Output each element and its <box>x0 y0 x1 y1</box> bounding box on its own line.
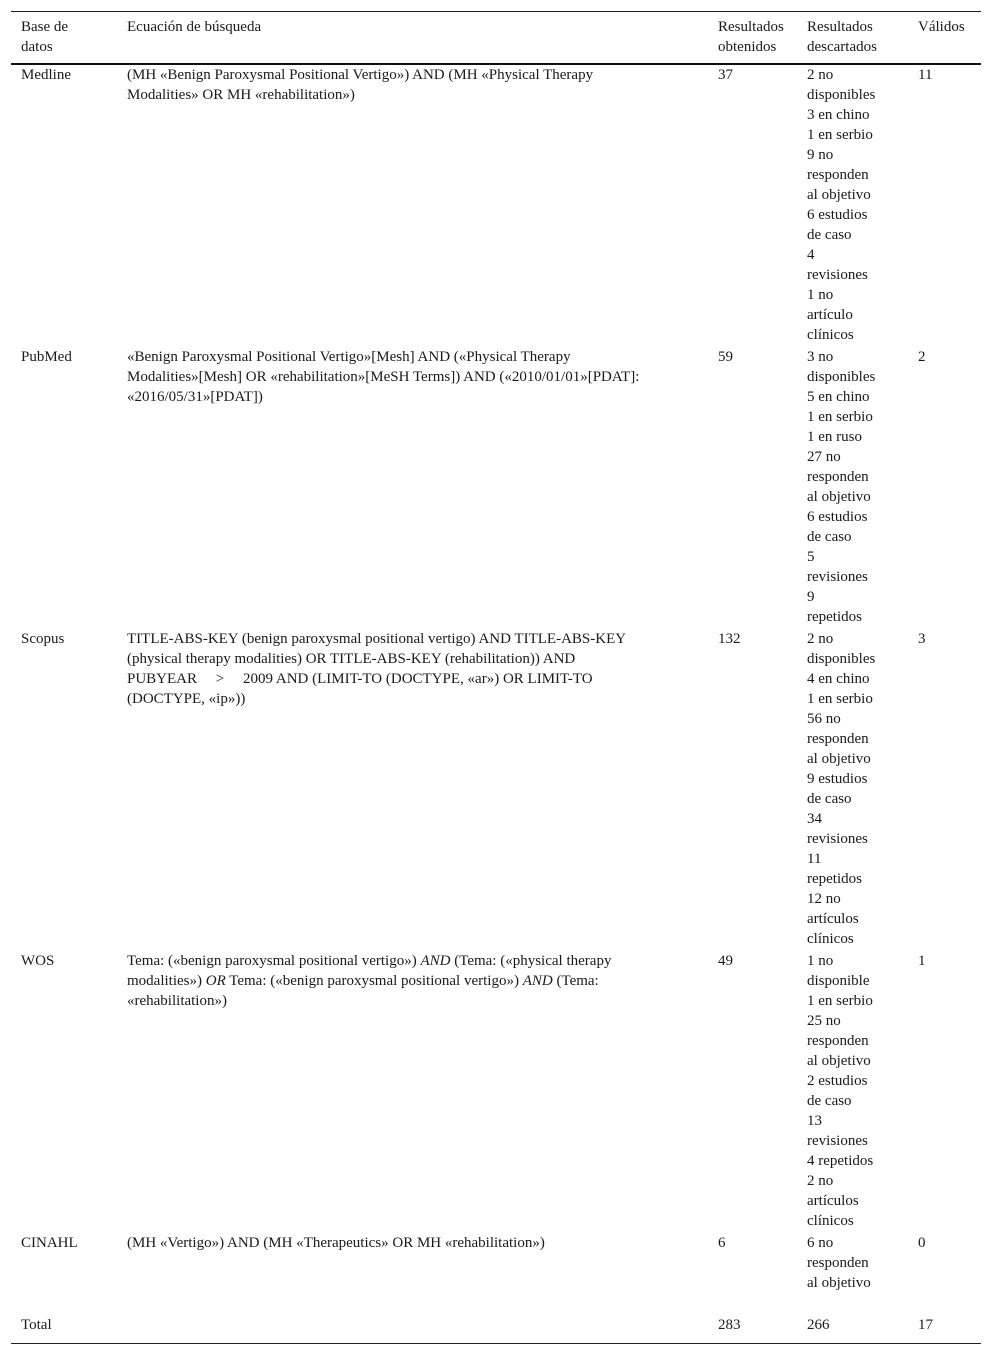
header-discarded-line: Resultados <box>807 19 873 35</box>
row-scopus-db: Scopus <box>21 631 65 647</box>
discarded-line: 11 <box>807 851 822 867</box>
header-equation: Ecuación de búsqueda <box>127 19 262 35</box>
header-valid: Válidos <box>918 19 965 35</box>
equation-text: modalities») <box>127 973 206 989</box>
header-database-line: Base de <box>21 19 69 35</box>
total-obtained: 283 <box>718 1317 741 1333</box>
header-obtained-line: obtenidos <box>718 39 777 55</box>
discarded-line: disponibles <box>807 87 876 103</box>
row-cinahl-obtained: 6 <box>718 1235 726 1251</box>
discarded-line: 2 no <box>807 1173 834 1189</box>
operator-and: AND <box>420 953 451 969</box>
row-pubmed-db: PubMed <box>21 349 72 365</box>
discarded-line: al objetivo <box>807 489 871 505</box>
row-scopus-valid: 3 <box>918 631 926 647</box>
discarded-line: revisiones <box>807 1133 868 1149</box>
row-pubmed-valid: 2 <box>918 349 926 365</box>
discarded-line: al objetivo <box>807 1053 871 1069</box>
discarded-line: responden <box>807 1033 869 1049</box>
discarded-line: 3 no <box>807 349 834 365</box>
total-valid: 17 <box>918 1317 933 1333</box>
discarded-line: 9 no <box>807 147 834 163</box>
discarded-line: clínicos <box>807 1213 854 1229</box>
discarded-line: artículos <box>807 911 859 927</box>
discarded-line: 27 no <box>807 449 841 465</box>
row-wos-obtained: 49 <box>718 953 733 969</box>
discarded-line: 4 repetidos <box>807 1153 874 1169</box>
header-obtained <box>718 17 802 57</box>
equation-line: (DOCTYPE, «ip»)) <box>127 691 246 707</box>
header-database <box>21 17 121 57</box>
discarded-line: clínicos <box>807 931 854 947</box>
discarded-line: de caso <box>807 791 852 807</box>
discarded-line: 13 <box>807 1113 822 1129</box>
discarded-line: revisiones <box>807 831 868 847</box>
row-pubmed-obtained: 59 <box>718 349 733 365</box>
discarded-line: repetidos <box>807 871 862 887</box>
row-medline-equation <box>127 65 697 105</box>
discarded-line: responden <box>807 167 869 183</box>
total-discarded: 266 <box>807 1317 830 1333</box>
discarded-line: 6 no <box>807 1235 834 1251</box>
header-discarded <box>807 17 897 57</box>
row-cinahl-valid: 0 <box>918 1235 926 1251</box>
row-medline-discarded <box>807 65 897 345</box>
row-medline-db: Medline <box>21 67 71 83</box>
operator-and: AND <box>522 973 553 989</box>
discarded-line: al objetivo <box>807 187 871 203</box>
equation-text: Tema: («benign paroxysmal positional vertigo») <box>225 973 523 989</box>
discarded-line: 34 <box>807 811 822 827</box>
search-results-table <box>11 11 981 1344</box>
operator-or: OR <box>205 973 226 989</box>
row-scopus-obtained: 132 <box>718 631 741 647</box>
discarded-line: 1 en ruso <box>807 429 862 445</box>
row-scopus-discarded <box>807 629 897 949</box>
discarded-line: clínicos <box>807 327 854 343</box>
row-scopus-equation <box>127 629 697 709</box>
equation-line <box>127 951 697 971</box>
discarded-line: responden <box>807 731 869 747</box>
discarded-line: 6 estudios <box>807 509 868 525</box>
row-wos-valid: 1 <box>918 953 926 969</box>
discarded-line: de caso <box>807 227 852 243</box>
equation-line: (physical therapy modalities) OR TITLE-ABS-KEY (rehabilitation)) AND <box>127 651 576 667</box>
discarded-line: 56 no <box>807 711 841 727</box>
row-medline-obtained: 37 <box>718 67 733 83</box>
discarded-line: artículo <box>807 307 853 323</box>
row-cinahl-db: CINAHL <box>21 1235 78 1251</box>
equation-line: «Benign Paroxysmal Positional Vertigo»[Mesh] AND («Physical Therapy <box>127 349 571 365</box>
row-wos-db: WOS <box>21 953 55 969</box>
equation-text: (Tema: («physical therapy <box>450 953 612 969</box>
discarded-line: disponibles <box>807 369 876 385</box>
discarded-line: 9 estudios <box>807 771 868 787</box>
discarded-line: 4 <box>807 247 815 263</box>
discarded-line: 12 no <box>807 891 841 907</box>
discarded-line: 2 no <box>807 631 834 647</box>
header-database-line: datos <box>21 39 53 55</box>
discarded-line: repetidos <box>807 609 862 625</box>
discarded-line: 1 en serbio <box>807 993 873 1009</box>
equation-line: Modalities» OR MH «rehabilitation») <box>127 87 355 103</box>
discarded-line: responden <box>807 1255 869 1271</box>
discarded-line: disponibles <box>807 651 876 667</box>
discarded-line: 25 no <box>807 1013 841 1029</box>
row-pubmed-equation <box>127 347 697 407</box>
discarded-line: responden <box>807 469 869 485</box>
equation-line: (MH «Benign Paroxysmal Positional Vertigo») AND (MH «Physical Therapy <box>127 67 594 83</box>
header-discarded-line: descartados <box>807 39 877 55</box>
discarded-line: artículos <box>807 1193 859 1209</box>
discarded-line: 2 estudios <box>807 1073 868 1089</box>
discarded-line: 6 estudios <box>807 207 868 223</box>
discarded-line: 5 en chino <box>807 389 870 405</box>
equation-text: Tema: («benign paroxysmal positional vertigo») <box>127 953 421 969</box>
discarded-line: 1 no <box>807 953 834 969</box>
discarded-line: 1 en serbio <box>807 127 873 143</box>
discarded-line: 1 en serbio <box>807 691 873 707</box>
row-cinahl-discarded <box>807 1233 897 1293</box>
discarded-line: disponible <box>807 973 870 989</box>
equation-line: (MH «Vertigo») AND (MH «Therapeutics» OR MH «rehabilitation») <box>127 1235 545 1251</box>
discarded-line: 1 en serbio <box>807 409 873 425</box>
header-obtained-line: Resultados <box>718 19 784 35</box>
row-medline-valid: 11 <box>918 67 933 83</box>
discarded-line: 2 no <box>807 67 834 83</box>
row-pubmed-discarded <box>807 347 897 627</box>
discarded-line: 9 <box>807 589 815 605</box>
discarded-line: al objetivo <box>807 751 871 767</box>
discarded-line: de caso <box>807 1093 852 1109</box>
discarded-line: 3 en chino <box>807 107 870 123</box>
equation-line: Modalities»[Mesh] OR «rehabilitation»[MeSH Terms]) AND («2010/01/01»[PDAT]: <box>127 369 640 385</box>
equation-line <box>127 971 697 991</box>
discarded-line: revisiones <box>807 569 868 585</box>
equation-line: «rehabilitation») <box>127 993 227 1009</box>
equation-text: (Tema: <box>552 973 599 989</box>
equation-line: TITLE-ABS-KEY (benign paroxysmal positional vertigo) AND TITLE-ABS-KEY <box>127 631 627 647</box>
discarded-line: 5 <box>807 549 815 565</box>
row-wos-discarded <box>807 951 897 1231</box>
discarded-line: 1 no <box>807 287 834 303</box>
row-cinahl-equation <box>127 1233 697 1253</box>
row-wos-equation <box>127 951 697 1011</box>
discarded-line: 4 en chino <box>807 671 870 687</box>
discarded-line: al objetivo <box>807 1275 871 1291</box>
equation-line: PUBYEAR > 2009 AND (LIMIT-TO (DOCTYPE, «ar») OR LIMIT-TO <box>127 671 593 687</box>
equation-line: «2016/05/31»[PDAT]) <box>127 389 263 405</box>
discarded-line: de caso <box>807 529 852 545</box>
discarded-line: revisiones <box>807 267 868 283</box>
total-label: Total <box>21 1317 52 1333</box>
